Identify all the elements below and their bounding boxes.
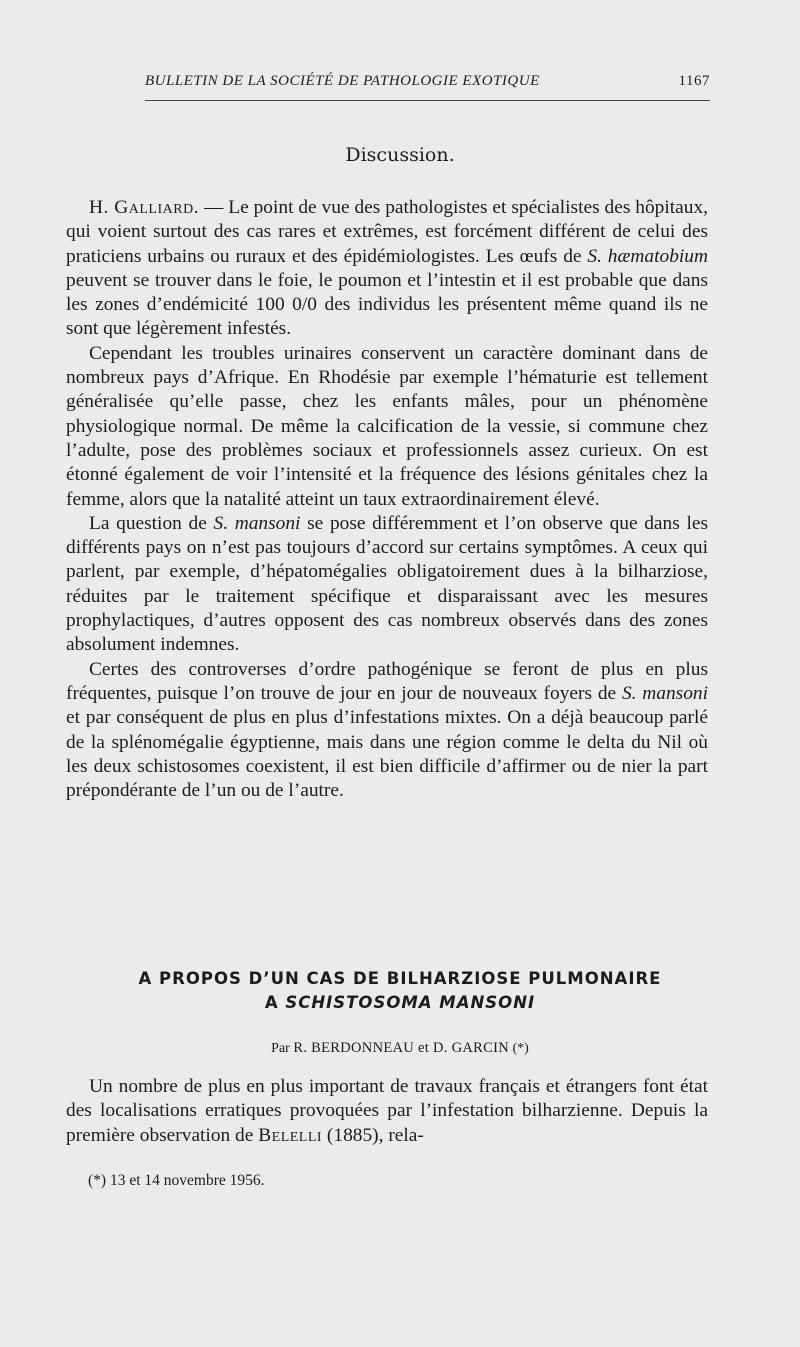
species-name: S. mansoni <box>213 512 301 534</box>
byline-par: Par <box>271 1041 294 1056</box>
article-title-line-1: A PROPOS D’UN CAS DE BILHARZIOSE PULMONAIRE <box>138 969 662 988</box>
discussion-body <box>66 196 708 803</box>
title-prefix: A <box>264 993 286 1012</box>
title-species: SCHISTOSOMA MANSONI <box>285 993 536 1012</box>
paragraph-text: La question de <box>89 512 214 534</box>
footnote-marker: (*) <box>508 1041 529 1056</box>
discussion-heading: Discussion. <box>345 144 455 166</box>
running-header <box>145 70 710 101</box>
footnote: (*) 13 et 14 novembre 1956. <box>88 1172 265 1189</box>
byline <box>0 1040 800 1057</box>
page-number: 1167 <box>678 73 710 89</box>
author-name: H. Galliard. <box>89 197 200 218</box>
paragraph-text: — Le point de vue des pathologistes et spécialistes des hôpitaux, qui voient surtout des cas rares et extrêmes, est forcément différent de celui des praticiens urbains ou ruraux et des épidémiologistes. Les œufs de <box>66 197 708 267</box>
paragraph-text: se pose différemment et l’on observe que dans les différents pays on n’est pas toujours d’accord sur certains symptômes. A ceux qui parlent, par exemple, d’hépatomégalies obligatoirement dues à la bilharziose, réduites par le traitement spécifique et disparaissant avec les mesures prophylactiques, d’autres opposent des cas nombreux observés dans des zones absolument indemnes. <box>66 512 708 656</box>
paragraph-text: et par conséquent de plus en plus d’infestations mixtes. On a déjà beaucoup parlé de la splénomégalie égyptienne, mais dans une région comme le delta du Nil où les deux schistosomes coexistent, il est bien difficile d’affirmer ou de nier la part prépondérante de l’un ou de l’autre. <box>66 707 708 802</box>
article-title-line-2 <box>0 993 800 1012</box>
journal-title: BULLETIN DE LA SOCIÉTÉ DE PATHOLOGIE EXOTIQUE <box>145 73 540 89</box>
discussion-paragraph: Cependant les troubles urinaires conservent un caractère dominant dans de nombreux pays d’Afrique. En Rhodésie par exemple l’hématurie est tellement généralisée qu’elle passe, chez les enfants mâles, pour un phénomène physiologique normal. De même la calcification de la vessie, si commune chez l’adulte, pose des problèmes sociaux et professionnels assez curieux. On est étonné également de voir l’intensité et la fréquence des lésions génitales chez la femme, alors que la natalité atteint un taux extraordinairement élevé. <box>66 342 708 510</box>
discussion-paragraph <box>66 196 708 342</box>
byline-authors: R. BERDONNEAU et D. GARCIN <box>293 1040 509 1056</box>
paragraph-text: (1885), rela- <box>322 1124 424 1146</box>
paragraph-text: peuvent se trouver dans le foie, le poumon et l’intestin et il est probable que dans les zones d’endémicité 100 0/0 des individus les présentent même quand ils ne sont que légèrement infestés. <box>66 269 708 340</box>
species-name: S. hæmatobium <box>587 245 708 267</box>
species-name: S. mansoni <box>621 682 709 704</box>
paragraph-text: Un nombre de plus en plus important de travaux français et étrangers font état des localisations erratiques provoquées par l’infestation bilharzienne. Depuis la première observation de <box>66 1076 708 1146</box>
paragraph-text: Certes des controverses d’ordre pathogénique se feront de plus en plus fréquentes, puisque l’on trouve de jour en jour de nouveaux foyers de <box>66 658 708 704</box>
article-body <box>66 1075 708 1148</box>
author-name: Belelli <box>258 1124 323 1146</box>
article-paragraph <box>66 1075 708 1148</box>
discussion-paragraph <box>66 658 708 804</box>
discussion-paragraph <box>66 512 708 658</box>
